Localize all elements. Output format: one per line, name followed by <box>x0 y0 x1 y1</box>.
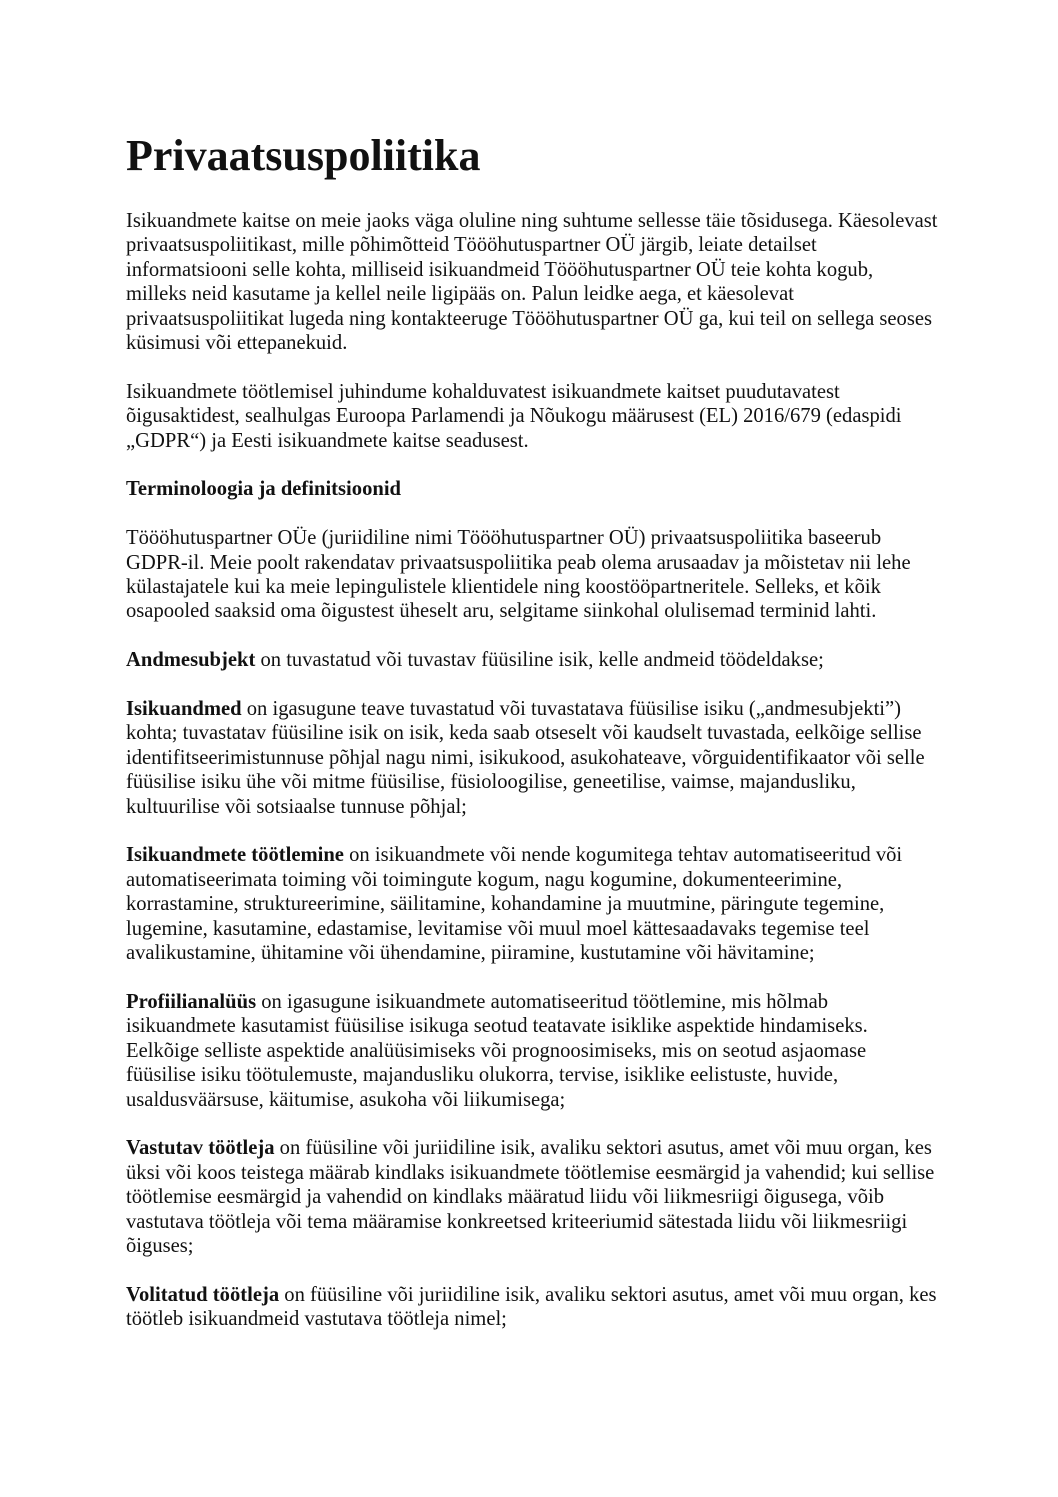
section-heading: Terminoloogia ja definitsioonid <box>126 478 401 501</box>
definition-paragraph <box>126 1283 938 1332</box>
definition-term: Profiilianalüüs <box>126 990 257 1013</box>
definition-text: on tuvastatud või tuvastav füüsiline isik, kelle andmeid töödeldakse; <box>255 649 824 672</box>
definition-paragraph <box>126 843 938 965</box>
definition-paragraph <box>126 1136 938 1258</box>
definition-term: Volitatud töötleja <box>126 1283 280 1306</box>
definition-term: Vastutav töötleja <box>126 1137 275 1160</box>
document-page <box>126 118 938 1356</box>
definition-term: Andmesubjekt <box>126 649 256 672</box>
definition-term: Isikuandmed <box>126 698 242 721</box>
definition-text: on isikuandmete või nende kogumitega tehtav automatiseeritud või automatiseerimata toiming või toimingute kogum, nagu kogumine, dokumenteerimine, korrastamine, struktureerimine, säilitamine, kohandamine ja muutmine, päringute tegemine, lugemine, kasutamine, edastamise, levitamise või muul moel kättesaadavaks tegemise teel avalikustamine, ühitamine või ühendamine, piiramine, kustutamine või hävitamine; <box>126 844 903 965</box>
definition-text: on igasugune teave tuvastatud või tuvastatava füüsilise isiku („andmesubjekti”) kohta; tuvastatav füüsiline isik on isik, keda saab otseselt või kaudselt tuvastada, eelkõige sellise identifitseerimistunnuse põhjal nagu nimi, isikukood, asukohateave, võrguidentifikaator või selle füüsilise isiku ühe või mitme füüsilise, füsioloogilise, geneetilise, vaimse, majandusliku, kultuurilise või sotsiaalse tunnuse põhjal; <box>126 698 925 818</box>
definition-text: on igasugune isikuandmete automatiseeritud töötlemine, mis hõlmab isikuandmete kasutamist füüsilise isikuga seotud teatavate isiklike aspektide hindamiseks. Eelkõige selliste aspektide analüüsimiseks või prognoosimiseks, mis on seotud asjaomase füüsilise isiku töötulemuste, majandusliku olukorra, tervise, isiklike eelistuste, huvide, usaldusväärsuse, käitumise, asukoha või liikumisega; <box>126 990 868 1111</box>
document-title: Privaatsuspoliitika <box>126 131 481 180</box>
intro-paragraph: Isikuandmete kaitse on meie jaoks väga oluline ning suhtume sellesse täie tõsidusega. Käesolevast privaatsuspoliitikast, mille põhimõtteid Töööhutuspartner OÜ järgib, leiate detailset informatsiooni selle kohta, milliseid isikuandmeid Töööhutuspartner OÜ teie kohta kogub, milleks neid kasutame ja kellel neile ligipääs on. Palun leidke aega, et käesolevat privaatsuspoliitikat lugeda ning kontakteeruge Töööhutuspartner OÜ ga, kui teil on sellega seoses küsimusi või ettepanekuid. <box>126 210 938 355</box>
definition-paragraph <box>126 990 938 1112</box>
intro-paragraph: Isikuandmete töötlemisel juhindume kohalduvatest isikuandmete kaitset puudutavatest õigusaktidest, sealhulgas Euroopa Parlamendi ja Nõukogu määrusest (EL) 2016/679 (edaspidi „GDPR“) ja Eesti isikuandmete kaitse seadusest. <box>126 380 902 452</box>
section-intro-paragraph: Töööhutuspartner OÜe (juriidiline nimi Töööhutuspartner OÜ) privaatsuspoliitika baseerub GDPR-il. Meie poolt rakendatav privaatsuspoliitika peab olema arusaadav ja mõistetav nii lehe külastajatele kui ka meie lepingulistele klientidele ning koostööpartneritele. Selleks, et kõik osapooled saaksid oma õigustest üheselt aru, selgitame siinkohal olulisemad terminid lahti. <box>126 527 911 623</box>
definition-text: on füüsiline või juriidiline isik, avaliku sektori asutus, amet või muu organ, kes üksi või koos teistega määrab kindlaks isikuandmete töötlemise eesmärgid ja vahendid; kui sellise töötlemise eesmärgid ja vahendid on kindlaks määratud liidu või liikmesriigi õigusega, võib vastutava töötleja või tema määramise konkreetsed kriteeriumid sätestada liidu või liikmesriigi õiguses; <box>126 1137 935 1257</box>
definition-term: Isikuandmete töötlemine <box>126 844 344 867</box>
definition-text: on füüsiline või juriidiline isik, avaliku sektori asutus, amet või muu organ, kes töötleb isikuandmeid vastutava töötleja nimel; <box>126 1283 937 1331</box>
definition-paragraph <box>126 648 938 672</box>
definition-paragraph <box>126 697 938 819</box>
